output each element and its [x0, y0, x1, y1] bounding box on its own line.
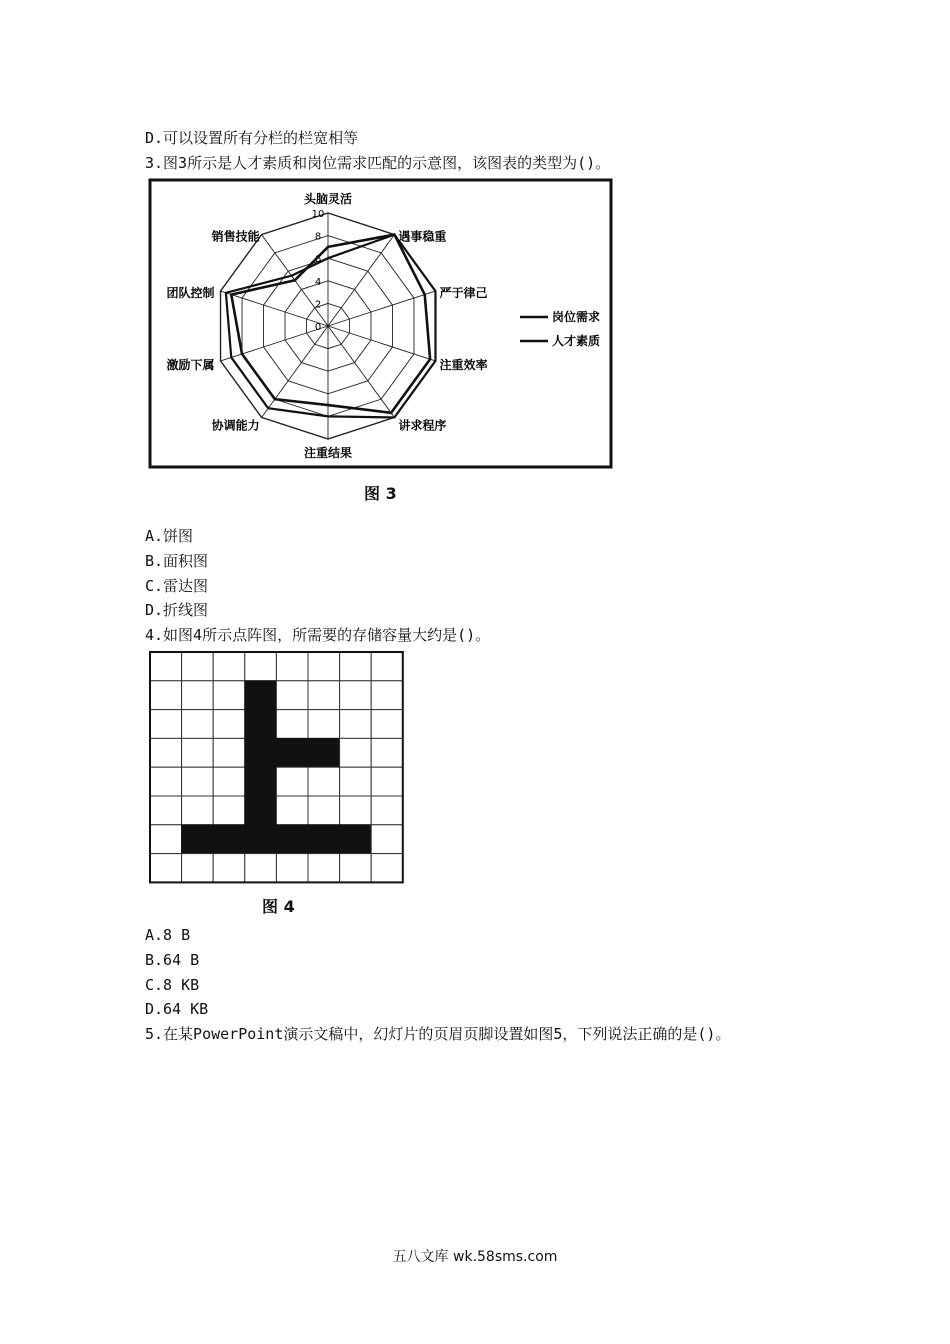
matrix-cell — [182, 854, 214, 883]
matrix-cell — [245, 854, 277, 883]
matrix-cell — [150, 710, 182, 739]
matrix-cell-filled — [308, 825, 340, 854]
matrix-cell-filled — [245, 796, 277, 825]
matrix-cell — [276, 796, 308, 825]
matrix-cell-filled — [245, 710, 277, 739]
radar-tick-label: 10 — [311, 209, 325, 220]
dot-matrix-figure — [148, 650, 406, 884]
matrix-cell-filled — [245, 681, 277, 710]
option-4c: C.8 KB — [145, 976, 200, 994]
radar-axis-label: 遇事稳重 — [398, 229, 447, 244]
matrix-cell — [150, 825, 182, 854]
matrix-cell — [308, 854, 340, 883]
radar-tick-label: 2 — [314, 299, 322, 311]
matrix-cell — [245, 652, 277, 681]
matrix-cell — [371, 825, 403, 854]
figure-4-caption: 图 4 — [262, 897, 295, 916]
matrix-cell — [371, 652, 403, 681]
matrix-cell — [276, 767, 308, 796]
matrix-cell-filled — [182, 825, 214, 854]
matrix-cell — [308, 710, 340, 739]
matrix-cell — [276, 652, 308, 681]
legend-label: 岗位需求 — [552, 310, 601, 324]
radar-axis-label: 激励下属 — [166, 357, 215, 372]
matrix-cell — [182, 681, 214, 710]
matrix-cell — [340, 854, 372, 883]
matrix-cell — [308, 652, 340, 681]
matrix-cell — [150, 681, 182, 710]
radar-axis-label: 严于律己 — [439, 286, 488, 301]
matrix-cell — [150, 854, 182, 883]
matrix-cell-filled — [245, 825, 277, 854]
matrix-cell — [150, 652, 182, 681]
radar-tick-label: 4 — [314, 276, 322, 288]
matrix-cell — [340, 767, 372, 796]
radar-axis-label: 头脑灵活 — [303, 192, 353, 206]
figure-3-caption: 图 3 — [364, 484, 397, 503]
matrix-cell — [213, 767, 245, 796]
matrix-cell-filled — [213, 825, 245, 854]
matrix-cell — [276, 854, 308, 883]
radar-tick-label: 0 — [314, 322, 322, 333]
matrix-cell — [182, 710, 214, 739]
option-3b: B.面积图 — [145, 552, 209, 570]
radar-axis-label: 讲求程序 — [398, 418, 447, 433]
matrix-cell — [182, 738, 214, 767]
matrix-cell — [340, 681, 372, 710]
matrix-cell — [340, 738, 372, 767]
matrix-cell — [371, 854, 403, 883]
matrix-cell — [308, 681, 340, 710]
matrix-cell — [213, 854, 245, 883]
matrix-cell — [340, 796, 372, 825]
matrix-cell — [213, 738, 245, 767]
matrix-cell-filled — [340, 825, 372, 854]
radar-tick-label: 8 — [314, 231, 322, 243]
matrix-cell — [213, 796, 245, 825]
radar-axis-label: 团队控制 — [166, 286, 215, 301]
matrix-cell-filled — [245, 738, 277, 767]
radar-axis-label: 注重效率 — [439, 357, 488, 372]
radar-chart — [148, 178, 614, 469]
radar-axis-label: 协调能力 — [211, 418, 260, 433]
matrix-cell — [371, 710, 403, 739]
matrix-cell — [340, 652, 372, 681]
radar-axis-label: 注重结果 — [303, 446, 353, 460]
page-footer: 五八文库 wk.58sms.com — [392, 1249, 558, 1265]
option-d-previous: D.可以设置所有分栏的栏宽相等 — [145, 129, 359, 147]
matrix-cell — [213, 681, 245, 710]
matrix-cell — [340, 710, 372, 739]
option-4a: A.8 B — [145, 926, 191, 944]
question-5: 5.在某PowerPoint演示文稿中，幻灯片的页眉页脚设置如图5，下列说法正确的是()。 — [145, 1025, 731, 1043]
legend-label: 人才素质 — [552, 334, 601, 348]
matrix-cell — [371, 796, 403, 825]
matrix-cell-filled — [308, 738, 340, 767]
option-4b: B.64 B — [145, 951, 200, 969]
radar-tick-label: 6 — [314, 254, 322, 266]
matrix-cell-filled — [276, 825, 308, 854]
option-4d: D.64 KB — [145, 1000, 209, 1018]
matrix-cell-filled — [276, 738, 308, 767]
matrix-cell-filled — [245, 767, 277, 796]
matrix-cell — [371, 738, 403, 767]
matrix-cell — [371, 767, 403, 796]
matrix-cell — [150, 767, 182, 796]
option-3d: D.折线图 — [145, 601, 209, 619]
option-3c: C.雷达图 — [145, 577, 209, 595]
option-3a: A.饼图 — [145, 527, 194, 545]
matrix-cell — [150, 738, 182, 767]
matrix-cell — [182, 652, 214, 681]
matrix-cell — [308, 767, 340, 796]
question-4: 4.如图4所示点阵图，所需要的存储容量大约是()。 — [145, 626, 491, 644]
matrix-cell — [276, 681, 308, 710]
matrix-cell — [182, 767, 214, 796]
question-3: 3.图3所示是人才素质和岗位需求匹配的示意图，该图表的类型为()。 — [145, 154, 611, 172]
matrix-cell — [213, 652, 245, 681]
matrix-cell — [371, 681, 403, 710]
matrix-cell — [150, 796, 182, 825]
matrix-cell — [213, 710, 245, 739]
matrix-cell — [182, 796, 214, 825]
matrix-cell — [276, 710, 308, 739]
matrix-cell — [308, 796, 340, 825]
radar-axis-label: 销售技能 — [211, 229, 260, 244]
